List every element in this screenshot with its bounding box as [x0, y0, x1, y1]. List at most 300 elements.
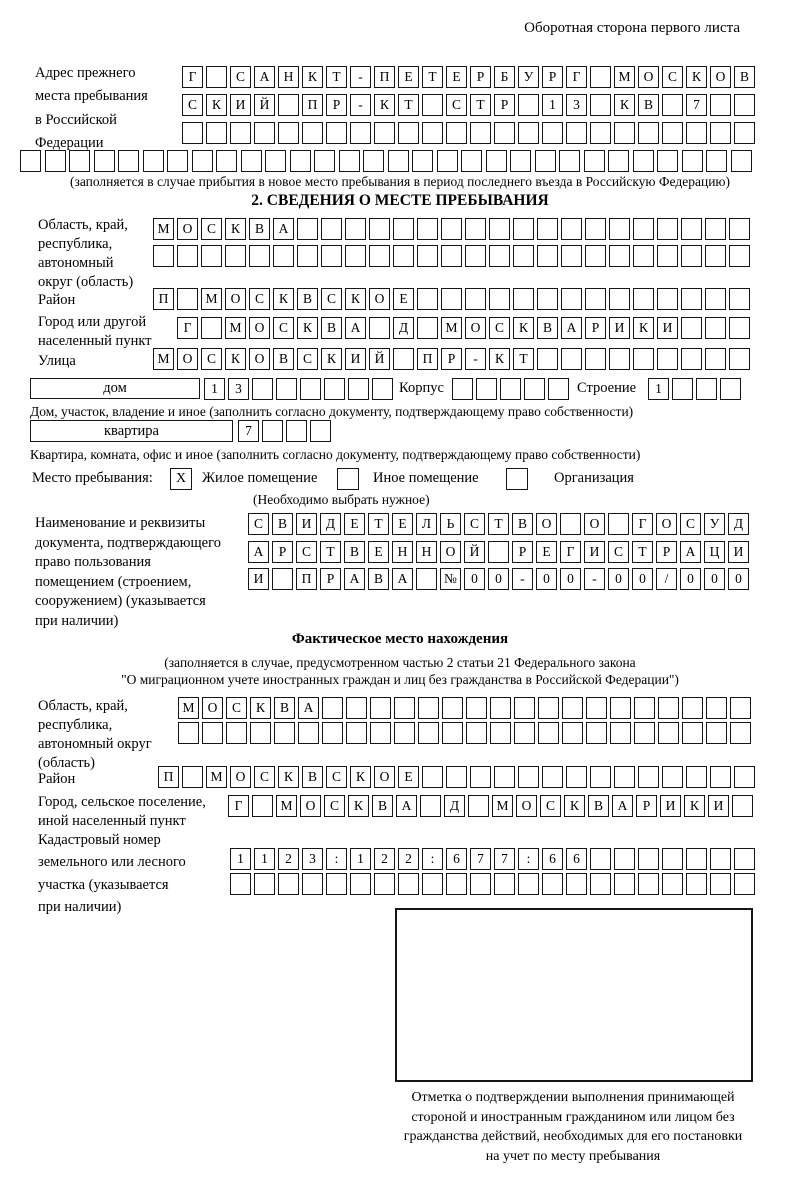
char-box	[614, 873, 635, 895]
char-box	[286, 420, 307, 442]
char-box: 7	[686, 94, 707, 116]
char-box	[422, 94, 443, 116]
char-box: Ц	[704, 541, 725, 563]
char-box: О	[516, 795, 537, 817]
char-box: С	[297, 348, 318, 370]
char-box: К	[374, 94, 395, 116]
district-label: Район	[38, 292, 76, 308]
char-box	[729, 348, 750, 370]
char-box	[45, 150, 66, 172]
page-side-note: Оборотная сторона первого листа	[524, 20, 740, 36]
char-box: А	[561, 317, 582, 339]
char-box: Т	[513, 348, 534, 370]
char-box	[345, 218, 366, 240]
char-box: 3	[228, 378, 249, 400]
apartment-type-box: квартира	[30, 420, 233, 442]
char-box	[609, 288, 630, 310]
char-box: М	[441, 317, 462, 339]
char-box: Е	[398, 766, 419, 788]
char-box: М	[153, 348, 174, 370]
char-box	[672, 378, 693, 400]
char-box: С	[249, 288, 270, 310]
char-box: 0	[680, 568, 701, 590]
char-box	[638, 848, 659, 870]
char-box	[322, 697, 343, 719]
char-box: К	[225, 218, 246, 240]
char-box	[441, 245, 462, 267]
char-box	[686, 766, 707, 788]
char-box	[608, 150, 629, 172]
char-box	[252, 795, 273, 817]
char-box	[590, 94, 611, 116]
char-box	[153, 245, 174, 267]
char-box	[254, 122, 275, 144]
char-box: 0	[632, 568, 653, 590]
char-box	[201, 317, 222, 339]
char-box: С	[296, 541, 317, 563]
char-box	[614, 848, 635, 870]
char-box	[657, 150, 678, 172]
char-box	[561, 348, 582, 370]
char-box	[537, 245, 558, 267]
char-box: М	[276, 795, 297, 817]
char-box: К	[297, 317, 318, 339]
char-box	[633, 245, 654, 267]
char-box	[686, 873, 707, 895]
char-box: В	[344, 541, 365, 563]
char-box	[486, 150, 507, 172]
char-box	[314, 150, 335, 172]
char-box: О	[202, 697, 223, 719]
char-box	[489, 218, 510, 240]
char-box	[633, 348, 654, 370]
char-box	[609, 348, 630, 370]
char-box: В	[368, 568, 389, 590]
char-box: Г	[632, 513, 653, 535]
char-box	[633, 150, 654, 172]
char-box	[710, 766, 731, 788]
char-box: Б	[494, 66, 515, 88]
document-row-1	[248, 513, 752, 535]
char-box	[326, 122, 347, 144]
factual-district-row	[158, 766, 758, 788]
char-box	[346, 697, 367, 719]
char-box: Й	[369, 348, 390, 370]
char-box	[297, 218, 318, 240]
char-box: А	[344, 568, 365, 590]
char-box: 7	[238, 420, 259, 442]
korpus-row	[452, 378, 572, 400]
char-box	[513, 245, 534, 267]
label-line: Отметка о подтверждении выполнения принимающей	[411, 1090, 735, 1105]
char-box: К	[348, 795, 369, 817]
char-box	[658, 722, 679, 744]
char-box	[321, 245, 342, 267]
char-box: П	[158, 766, 179, 788]
char-box	[706, 722, 727, 744]
char-box	[524, 378, 545, 400]
region-row-2	[153, 245, 753, 267]
char-box	[465, 245, 486, 267]
char-box: М	[225, 317, 246, 339]
char-box	[461, 150, 482, 172]
char-box: Н	[416, 541, 437, 563]
label-line: республика,	[38, 236, 113, 252]
factual-district-label: Район	[38, 771, 76, 787]
char-box: 0	[728, 568, 749, 590]
char-box	[369, 218, 390, 240]
char-box	[734, 94, 755, 116]
char-box	[310, 420, 331, 442]
char-box: Р	[320, 568, 341, 590]
char-box	[490, 722, 511, 744]
char-box: П	[296, 568, 317, 590]
char-box: П	[417, 348, 438, 370]
char-box	[201, 245, 222, 267]
char-box	[178, 722, 199, 744]
char-box	[681, 348, 702, 370]
char-box	[416, 568, 437, 590]
char-box: К	[250, 697, 271, 719]
stroenie-row	[648, 378, 744, 400]
char-box	[346, 722, 367, 744]
char-box	[585, 245, 606, 267]
char-box: Г	[566, 66, 587, 88]
apartment-note: Квартира, комната, офис и иное (заполнить согласно документу, подтверждающему право собственности)	[30, 447, 641, 462]
char-box	[489, 245, 510, 267]
char-box: 2	[374, 848, 395, 870]
char-box: Е	[446, 66, 467, 88]
char-box	[734, 122, 755, 144]
char-box: С	[226, 697, 247, 719]
factual-region-row-1	[178, 697, 754, 719]
char-box	[686, 848, 707, 870]
cadastral-row-1	[230, 848, 758, 870]
char-box	[710, 848, 731, 870]
char-box	[369, 245, 390, 267]
char-box	[681, 245, 702, 267]
char-box: К	[225, 348, 246, 370]
char-box	[167, 150, 188, 172]
char-box: Е	[392, 513, 413, 535]
char-box: 1	[204, 378, 225, 400]
char-box	[143, 150, 164, 172]
prev-address-row-1	[182, 66, 758, 88]
char-box: К	[345, 288, 366, 310]
factual-title: Фактическое место нахождения	[291, 631, 509, 647]
char-box	[561, 288, 582, 310]
char-box: 1	[350, 848, 371, 870]
char-box	[729, 218, 750, 240]
char-box	[705, 218, 726, 240]
char-box	[590, 122, 611, 144]
char-box: А	[273, 218, 294, 240]
char-box	[297, 245, 318, 267]
char-box: С	[446, 94, 467, 116]
char-box: К	[633, 317, 654, 339]
char-box	[441, 288, 462, 310]
char-box	[734, 766, 755, 788]
label-line: земельного или лесного	[38, 854, 186, 871]
char-box	[538, 722, 559, 744]
char-box	[418, 697, 439, 719]
section2-title: 2. СВЕДЕНИЯ О МЕСТЕ ПРЕБЫВАНИЯ	[251, 192, 549, 209]
char-box	[633, 218, 654, 240]
char-box: 1	[542, 94, 563, 116]
char-box: -	[465, 348, 486, 370]
char-box: В	[272, 513, 293, 535]
char-box	[446, 766, 467, 788]
char-box	[412, 150, 433, 172]
char-box: О	[225, 288, 246, 310]
char-box	[465, 218, 486, 240]
char-box	[585, 218, 606, 240]
label-line: Область, край,	[38, 698, 128, 714]
char-box	[518, 122, 539, 144]
char-box: У	[704, 513, 725, 535]
char-box	[696, 378, 717, 400]
char-box: В	[302, 766, 323, 788]
stay-type-label: Место пребывания:	[32, 470, 153, 486]
choose-note: (Необходимо выбрать нужное)	[253, 492, 430, 507]
char-box: Т	[368, 513, 389, 535]
char-box	[542, 873, 563, 895]
label-line: при наличии)	[38, 899, 122, 916]
char-box	[452, 378, 473, 400]
char-box: Р	[512, 541, 533, 563]
char-box: Ь	[440, 513, 461, 535]
char-box	[590, 766, 611, 788]
char-box: -	[512, 568, 533, 590]
char-box	[590, 66, 611, 88]
char-box	[538, 697, 559, 719]
prev-address-note: (заполняется в случае прибытия в новое место пребывания в период последнего въезда в Российскую Федерацию)	[69, 174, 731, 189]
char-box	[420, 795, 441, 817]
char-box: Д	[444, 795, 465, 817]
char-box	[518, 766, 539, 788]
char-box	[542, 122, 563, 144]
factual-region-label	[38, 697, 152, 773]
label-line: автономный округ	[38, 736, 152, 752]
label-line: право пользования	[35, 554, 151, 570]
char-box	[514, 722, 535, 744]
char-box: О	[177, 218, 198, 240]
char-box: И	[609, 317, 630, 339]
label-line: помещением (строением,	[35, 573, 192, 590]
char-box	[518, 873, 539, 895]
char-box: П	[374, 66, 395, 88]
char-box	[657, 245, 678, 267]
char-box	[278, 94, 299, 116]
char-box: Н	[392, 541, 413, 563]
char-box: 7	[494, 848, 515, 870]
char-box	[252, 378, 273, 400]
char-box	[370, 697, 391, 719]
char-box	[566, 122, 587, 144]
label-line: Кадастровый номер	[38, 832, 161, 848]
char-box: Т	[632, 541, 653, 563]
char-box	[374, 122, 395, 144]
char-box: Р	[585, 317, 606, 339]
char-box	[422, 873, 443, 895]
checkbox-organization	[506, 468, 528, 490]
char-box	[350, 873, 371, 895]
char-box: В	[249, 218, 270, 240]
stamp-area-box	[395, 908, 753, 1082]
char-box: О	[374, 766, 395, 788]
char-box	[614, 766, 635, 788]
char-box	[513, 218, 534, 240]
char-box: О	[465, 317, 486, 339]
label-line: республика,	[38, 717, 113, 733]
checkbox-other-premises	[337, 468, 359, 490]
char-box: Д	[393, 317, 414, 339]
char-box: С	[201, 218, 222, 240]
char-box: :	[326, 848, 347, 870]
char-box	[241, 150, 262, 172]
char-box	[476, 378, 497, 400]
char-box	[417, 245, 438, 267]
char-box	[535, 150, 556, 172]
char-box: А	[345, 317, 366, 339]
char-box	[249, 245, 270, 267]
char-box: Е	[368, 541, 389, 563]
char-box	[441, 218, 462, 240]
char-box: В	[638, 94, 659, 116]
char-box	[614, 122, 635, 144]
label-line: участка (указывается	[38, 876, 169, 893]
char-box: К	[278, 766, 299, 788]
house-number-row	[204, 378, 396, 400]
char-box	[250, 722, 271, 744]
char-box	[494, 873, 515, 895]
char-box	[586, 722, 607, 744]
city-row	[177, 317, 753, 339]
document-row-3	[248, 568, 752, 590]
char-box: О	[710, 66, 731, 88]
char-box: С	[540, 795, 561, 817]
stamp-caption	[338, 1088, 800, 1166]
char-box	[734, 848, 755, 870]
char-box	[730, 722, 751, 744]
char-box: 0	[488, 568, 509, 590]
char-box: О	[656, 513, 677, 535]
char-box: 2	[398, 848, 419, 870]
char-box: Р	[470, 66, 491, 88]
district-row	[153, 288, 753, 310]
char-box	[562, 697, 583, 719]
char-box: И	[296, 513, 317, 535]
char-box	[417, 317, 438, 339]
char-box: Е	[393, 288, 414, 310]
label-line: Город или другой	[38, 314, 147, 330]
char-box	[302, 122, 323, 144]
char-box	[537, 348, 558, 370]
char-box	[686, 122, 707, 144]
char-box	[681, 288, 702, 310]
char-box	[705, 317, 726, 339]
char-box: В	[321, 317, 342, 339]
char-box: О	[249, 317, 270, 339]
char-box	[370, 722, 391, 744]
char-box	[662, 873, 683, 895]
char-box	[720, 378, 741, 400]
char-box	[276, 378, 297, 400]
char-box: Е	[344, 513, 365, 535]
char-box	[488, 541, 509, 563]
char-box	[638, 766, 659, 788]
char-box: С	[182, 94, 203, 116]
char-box	[734, 873, 755, 895]
char-box: К	[350, 766, 371, 788]
char-box	[69, 150, 90, 172]
factual-note-2: "О миграционном учете иностранных граждан и лиц без гражданства в Российской Федерации")	[121, 672, 679, 687]
char-box: 0	[704, 568, 725, 590]
char-box	[470, 122, 491, 144]
char-box: О	[249, 348, 270, 370]
char-box: 0	[608, 568, 629, 590]
house-note: Дом, участок, владение и иное (заполнить согласно документу, подтверждающему право собственности)	[30, 404, 634, 419]
label-line: населенный пункт	[38, 333, 152, 349]
char-box	[324, 378, 345, 400]
char-box	[586, 697, 607, 719]
char-box: 3	[302, 848, 323, 870]
char-box: А	[392, 568, 413, 590]
char-box	[562, 722, 583, 744]
char-box: М	[201, 288, 222, 310]
char-box	[465, 288, 486, 310]
char-box	[657, 218, 678, 240]
char-box: К	[684, 795, 705, 817]
char-box: С	[662, 66, 683, 88]
prev-address-row-2	[182, 94, 758, 116]
char-box: 2	[278, 848, 299, 870]
char-box: 7	[470, 848, 491, 870]
char-box: О	[300, 795, 321, 817]
house-type-box: дом	[30, 378, 200, 399]
label-line: Область, край,	[38, 217, 128, 233]
char-box: И	[584, 541, 605, 563]
char-box: /	[656, 568, 677, 590]
char-box: С	[201, 348, 222, 370]
char-box: С	[326, 766, 347, 788]
char-box: И	[660, 795, 681, 817]
label-line: места пребывания	[35, 88, 148, 105]
char-box: В	[274, 697, 295, 719]
char-box: Т	[320, 541, 341, 563]
char-box	[298, 722, 319, 744]
char-box	[369, 317, 390, 339]
char-box	[363, 150, 384, 172]
char-box: К	[489, 348, 510, 370]
char-box	[634, 697, 655, 719]
street-label: Улица	[38, 353, 76, 369]
char-box	[561, 245, 582, 267]
label-line: округ (область)	[38, 274, 134, 290]
char-box: Г	[560, 541, 581, 563]
char-box	[537, 288, 558, 310]
char-box: 0	[464, 568, 485, 590]
street-row	[153, 348, 753, 370]
char-box	[278, 122, 299, 144]
char-box	[705, 348, 726, 370]
char-box: Е	[536, 541, 557, 563]
char-box	[706, 150, 727, 172]
char-box	[326, 873, 347, 895]
label-line: Федерации	[35, 135, 104, 152]
char-box	[729, 317, 750, 339]
char-box: И	[728, 541, 749, 563]
